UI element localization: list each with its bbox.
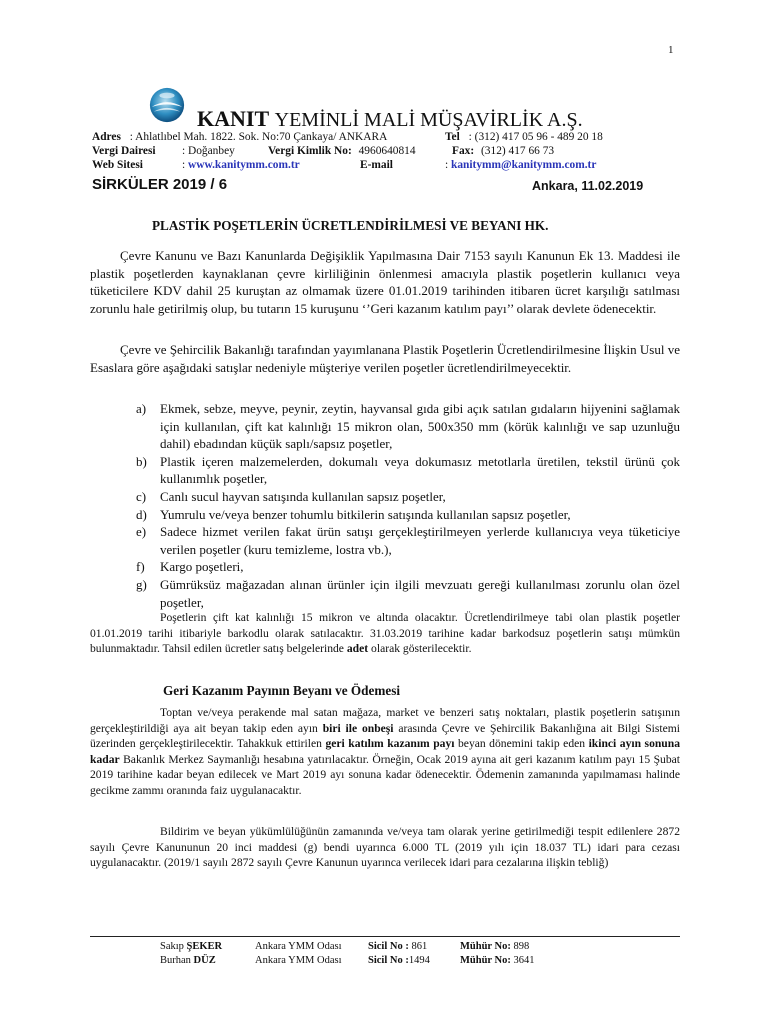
email-link[interactable]: kanitymm@kanitymm.com.tr xyxy=(451,159,597,171)
footer-person-1-name: Sakıp ŞEKER xyxy=(160,941,223,952)
list-item-text: Gümrüksüz mağazadan alınan ürünler için ilgili mevzuatı gereği kullanılması zorunlu olan özel poşetler, xyxy=(160,576,680,610)
tax-office-label: Vergi Dairesi xyxy=(92,145,156,157)
email-label: E-mail xyxy=(360,159,393,171)
list-item xyxy=(136,523,680,558)
tax-id-line xyxy=(268,144,416,158)
tax-office-value: : Doğanbey xyxy=(182,145,235,157)
email-row: : kanitymm@kanitymm.com.tr xyxy=(445,159,597,171)
list-item xyxy=(136,506,680,524)
address-value: : Ahlatlıbel Mah. 1822. Sok. No:70 Çankaya/ ANKARA xyxy=(129,131,388,143)
list-item xyxy=(136,400,680,453)
tax-id-value: 4960640814 xyxy=(358,145,416,157)
paragraph-2: Çevre ve Şehircilik Bakanlığı tarafından yayımlanana Plastik Poşetlerin Ücretlendirilmesine İlişkin Usul ve Esaslara göre aşağıdaki satışlar nedeniyle müşteriye verilen poşetler ücretlendirilmeyecektir. xyxy=(90,342,680,375)
list-marker: g) xyxy=(136,576,147,592)
list-item-text: Ekmek, sebze, meyve, peynir, zeytin, hayvansal gıda gibi açık satılan gıdaların hijyenini sağlamak için kullanılan, çift kat kalınlığı 15 mikron olan, 500x350 mm (körük kalınlığı ve sap uzunluğu dahil) ebadından küçük saplı/sapsız poşetler, xyxy=(160,401,680,452)
list-item-text: Yumrulu ve/veya benzer tohumlu bitkilerin satışında kullanılan sapsız poşetler, xyxy=(160,506,571,522)
list-item xyxy=(136,488,680,506)
address-label: Adres xyxy=(92,131,121,143)
list-item xyxy=(136,558,680,576)
list-marker: e) xyxy=(136,524,147,540)
list-marker: a) xyxy=(136,401,147,416)
fax-label: Fax: xyxy=(452,145,475,157)
footer-person-2-sicil: Sicil No :1494 xyxy=(368,955,430,966)
website-line xyxy=(92,158,143,172)
paragraph-4: Toptan ve/veya perakende mal satan mağaza, market ve benzeri satış noktaları, plastik poşetlerin satışının gerçekleştirildiği aya ait beyan takip eden ayın biri ile onbeşi arasında Çevre ve Şehircilik Bakanlığına ait Bilgi Sistemi üzerinden gerçekleştirilecektir. Tahakkuk ettirilen geri katılım kazanım payı beyan dönemini takip eden ikinci ayın sonuna kadar Bakanlık Merkez Saymanlığı hesabına yatırılacaktır. Örneğin, Ocak 2019 ayına ait geri kazanım katılım payı 15 Şubat 2019 tarihine kadar beyan edilecek ve Mart 2019 ayı sonuna kadar ödenecektir. Ödemenin zamanında yapılmaması halinde gecikme zammı oranında faiz uygulanacaktır. xyxy=(90,706,681,797)
list-marker: d) xyxy=(136,506,147,522)
footer-person-1-muhur: Mühür No: 898 xyxy=(460,941,530,952)
section-subtitle: Geri Kazanım Payının Beyanı ve Ödemesi xyxy=(163,683,400,698)
website-row: : www.kanitymm.com.tr xyxy=(182,159,300,171)
list-item-text: Sadece hizmet verilen fakat ürün satışı gerçekleştirilmeyen yerlerde kullanıcıya veya tüketiciye verilen poşetler (kuru temizleme, lostra vb.), xyxy=(160,524,680,557)
tel-value: : (312) 417 05 96 - 489 20 18 xyxy=(468,131,603,143)
footer-person-2-chamber: Ankara YMM Odası xyxy=(255,955,342,966)
paragraph-5: Bildirim ve beyan yükümlülüğünün zamanında ve/veya tam olarak yerine getirilmediği tespit edilenlere 2872 sayılı Çevre Kanununun 20 inci maddesi (g) bendi uyarınca 6.000 TL (2019 yılı için 18.037 TL) idari para cezası uygulanacaktır. (2019/1 sayılı 2872 sayılı Çevre Kanunun uyarınca verilecek idari para cezalarına ilişkin tebliğ) xyxy=(90,825,680,869)
list-marker: f) xyxy=(136,559,145,575)
website-link[interactable]: www.kanitymm.com.tr xyxy=(188,159,300,171)
list-item-text: Plastik içeren malzemelerden, dokumalı veya dokumasız metotlarla üretilen, tekstil ürünü çok kullanımlık poşetler, xyxy=(160,453,680,487)
page-number: 1 xyxy=(668,44,674,56)
list-marker: c) xyxy=(136,488,147,504)
tel-line xyxy=(445,130,603,144)
footer-person-2-name: Burhan DÜZ xyxy=(160,955,216,966)
tel-label: Tel xyxy=(445,131,460,143)
address-line xyxy=(92,130,387,144)
tax-office-line xyxy=(92,144,156,158)
document-title: PLASTİK POŞETLERİN ÜCRETLENDİRİLMESİ VE BEYANI HK. xyxy=(152,218,549,233)
list-item xyxy=(136,576,680,611)
circular-title: SİRKÜLER 2019 / 6 xyxy=(92,176,228,193)
footer-person-2-muhur: Mühür No: 3641 xyxy=(460,955,535,966)
list-item xyxy=(136,453,680,488)
paragraph-3: Poşetlerin çift kat kalınlığı 15 mikron ve altında olacaktır. Ücretlendirilmeye tabi olan plastik poşetler 01.01.2019 tarihi itibariyle barkodlu olarak satılacaktır. 31.03.2019 tarihine kadar barkodsuz poşetlerin satışı mümkün bulunmaktadır. Tahsil edilen ücretler satış belgelerinde adet olarak gösterilecektir. xyxy=(90,611,680,655)
brand-rest: YEMİNLİ MALİ MÜŞAVİRLİK A.Ş. xyxy=(274,109,583,131)
circular-date: Ankara, 11.02.2019 xyxy=(532,179,644,193)
list-item-text: Kargo poşetleri, xyxy=(160,559,244,575)
fax-line xyxy=(452,144,554,158)
company-logo xyxy=(148,86,186,124)
website-label: Web Sitesi xyxy=(92,159,143,171)
brand-bold: KANIT xyxy=(197,106,270,131)
footer-person-1-chamber: Ankara YMM Odası xyxy=(255,941,342,952)
tax-id-label: Vergi Kimlik No: xyxy=(268,145,352,157)
company-name xyxy=(197,106,583,132)
list-item-text: Canlı sucul hayvan satışında kullanılan sapsız poşetler, xyxy=(160,488,446,504)
emphasis-adet: adet xyxy=(346,642,369,655)
exemption-list xyxy=(136,400,680,611)
footer-person-1-sicil: Sicil No : 861 xyxy=(368,941,428,952)
footer-divider xyxy=(90,936,680,937)
fax-value: (312) 417 66 73 xyxy=(481,145,555,157)
paragraph-1: Çevre Kanunu ve Bazı Kanunlarda Değişiklik Yapılmasına Dair 7153 sayılı Kanunun Ek 13. Maddesi ile plastik poşetlerden kaynaklanan çevre kirliliğinin önlenmesi amacıyla plastik poşetlerin kullanıcı veya tüketicilere KDV dahil 25 kuruştan az olmamak üzere 01.01.2019 tarihinden itibaren ücret karşılığı satılması zorunlu hale getirilmiş olup, bu tutarın 15 kuruşunu ‘’Geri kazanım katılım payı’’ olarak devlete ödenecektir. xyxy=(90,248,680,317)
list-marker: b) xyxy=(136,453,147,469)
